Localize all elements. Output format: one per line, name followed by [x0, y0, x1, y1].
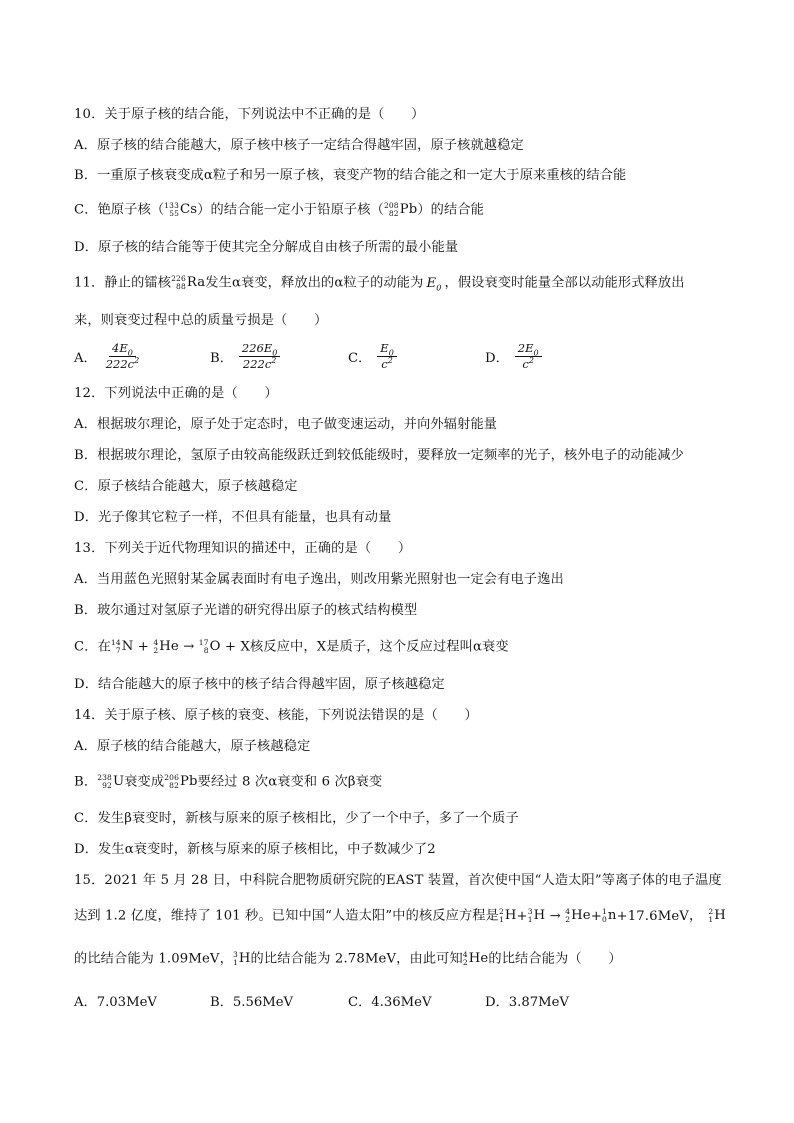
question-14-option-d: D．发生α衰变时，新核与原来的原子核相比，中子数减少了2 — [74, 842, 436, 857]
question-11-option-a: A． $\frac{4E_0}{222c^2}$ — [74, 340, 140, 371]
question-11-option-b: B． $\frac{226E_0}{222c^2}$ — [210, 339, 280, 373]
question-10-option-d: D．原子核的结合能等于使其完全分解成自由核子所需的最小能量 — [74, 240, 459, 255]
question-11-stem-line-2: 来，则衰变过程中总的质量亏损是（ ） — [74, 313, 328, 328]
question-15-option-d: D．3.87MeV — [485, 994, 569, 1010]
u-nucleus: 238 92 U — [97, 773, 125, 790]
question-14-option-b: B． 238 92 U 衰变成 206 82 Pb 要经过 8 次α衰变和 6 次β衰变 — [74, 773, 383, 790]
kinetic-energy-symbol: $E_0$ — [426, 275, 442, 293]
h3-nucleus: 3 1 H — [232, 950, 251, 967]
question-15-stem-line-3: 的比结合能为 1.09MeV， 3 1 H 的比结合能为 2.78MeV，由此可知 4 2 He 的比结合能为（ ） — [74, 950, 622, 967]
question-14-option-c: C．发生β衰变时，新核与原来的原子核相比，少了一个中子，多了一个质子 — [74, 811, 519, 826]
pb-nucleus: 208 82 Pb — [383, 201, 418, 218]
question-15-stem-line-1: 15．2021 年 5 月 28 日，中科院合肥物质研究院的EAST 装置，首次使中国“人造太阳”等离子体的电子温度 — [74, 873, 722, 888]
question-11-option-d: D． $\frac{2E_0}{c^2}$ — [485, 339, 542, 373]
question-15-options — [74, 983, 724, 1017]
question-12-option-b: B．根据玻尔理论，氢原子由较高能级跃迁到较低能级时，要释放一定频率的光子，核外电子的动能减少 — [74, 448, 685, 463]
question-11-stem-line-1: 11．静止的镭核 226 88 Ra 发生α衰变，释放出的α粒子的动能为 $E_0$ ，假设衰变时能量全部以动能形式释放出 — [74, 274, 685, 293]
pb-nucleus: 206 82 Pb — [164, 773, 198, 790]
question-13-option-c: C．在 14 7 N + 4 2 He → 17 8 O + X核反应中，X是质子，这个反应过程叫α衰变 — [74, 638, 509, 655]
he-nucleus: 4 2 He — [153, 638, 179, 655]
question-13-stem: 13．下列关于近代物理知识的描述中，正确的是（ ） — [74, 541, 412, 556]
fusion-equation: 2 1 H + 3 1 H → 4 2 He + 1 0 n +17.6MeV — [498, 907, 689, 924]
question-13-option-b: B．玻尔通过对氢原子光谱的研究得出原子的核式结构模型 — [74, 603, 418, 618]
question-10-option-a: A．原子核的结合能越大，原子核中核子一定结合得越牢固，原子核就越稳定 — [74, 138, 524, 153]
question-11-option-c: C． $\frac{E_0}{c^2}$ — [348, 339, 397, 373]
h2-nucleus: 2 1 H — [708, 907, 726, 924]
question-12-option-d: D．光子像其它粒子一样，不但具有能量，也具有动量 — [74, 510, 392, 525]
question-10-option-b: B．一重原子核衰变成α粒子和另一原子核，衰变产物的结合能之和一定大于原来重核的结合能 — [74, 168, 627, 183]
ra-nucleus: 226 88 Ra — [171, 274, 206, 291]
n-nucleus: 14 7 N — [110, 638, 134, 655]
question-14-stem: 14．关于原子核、原子核的衰变、核能，下列说法错误的是（ ） — [74, 708, 478, 723]
he4-nucleus: 4 2 He — [462, 950, 489, 967]
question-12-option-c: C．原子核结合能越大，原子核越稳定 — [74, 479, 298, 494]
question-12-stem: 12．下列说法中正确的是（ ） — [74, 386, 278, 401]
question-10-option-c: C．铯原子核（ 133 55 Cs ）的结合能一定小于铅原子核（ 208 82 Pb ）的结合能 — [74, 201, 485, 218]
question-12-option-a: A．根据玻尔理论，原子处于定态时，电子做变速运动，并向外辐射能量 — [74, 417, 498, 432]
question-14-option-a: A．原子核的结合能越大，原子核越稳定 — [74, 739, 311, 754]
question-15-option-c: C．4.36MeV — [348, 994, 432, 1010]
question-15-option-b: B．5.56MeV — [210, 994, 294, 1010]
question-11-options — [74, 339, 724, 373]
o-nucleus: 17 8 O — [198, 638, 221, 655]
cs-nucleus: 133 55 Cs — [164, 201, 198, 218]
question-15-option-a: A．7.03MeV — [74, 994, 157, 1010]
question-15-stem-line-2: 达到 1.2 亿度，维持了 101 秒。已知中国“人造太阳”中的核反应方程是 2 1 H + 3 1 H → 4 2 He + 1 0 n +17.6MeV， 2 1 H — [74, 907, 726, 924]
question-13-option-d: D．结合能越大的原子核中的核子结合得越牢固，原子核越稳定 — [74, 677, 445, 692]
question-10-stem: 10．关于原子核的结合能，下列说法中不正确的是（ ） — [74, 107, 425, 122]
question-13-option-a: A．当用蓝色光照射某金属表面时有电子逸出，则改用紫光照射也一定会有电子逸出 — [74, 572, 564, 587]
